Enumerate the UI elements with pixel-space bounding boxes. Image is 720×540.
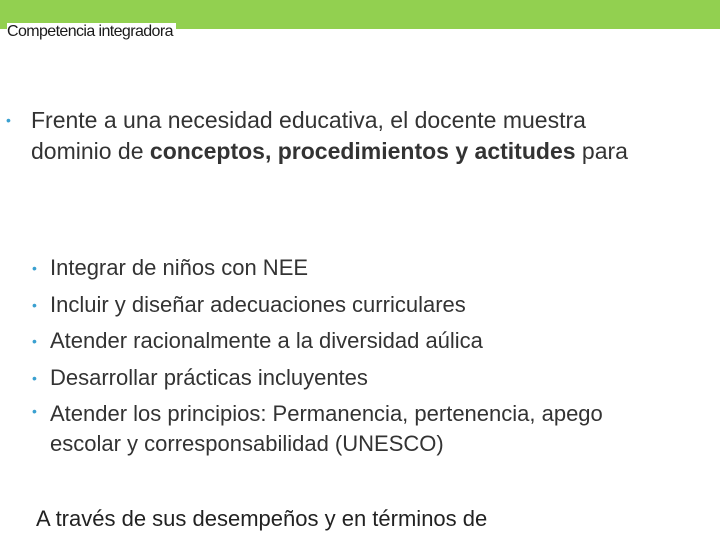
bullet-icon: •: [6, 112, 11, 128]
bullet-icon: •: [32, 369, 37, 386]
list-item: [32, 250, 680, 287]
intro-paragraph: [6, 105, 671, 167]
bullet-icon: •: [32, 333, 37, 349]
bullet-icon: •: [32, 296, 37, 313]
bullet-icon: •: [32, 260, 37, 276]
list-item: [32, 396, 650, 459]
slide-title: Competencia integradora: [7, 23, 176, 44]
list-item: [32, 323, 680, 360]
intro-text-bold: conceptos, procedimientos y actitudes: [149, 138, 576, 164]
list-item-text: Atender los principios: Permanencia, pertenencia, apego escolar y corresponsabilidad (UNESCO): [50, 401, 603, 456]
list-item-text: Integrar de niños con NEE: [50, 255, 309, 280]
intro-text-part2: para: [575, 138, 628, 164]
list-item-text: Atender racionalmente a la diversidad aúlica: [50, 328, 483, 353]
list-item: [32, 287, 680, 324]
competency-list: [32, 250, 680, 459]
list-item-text: Desarrollar prácticas incluyentes: [50, 364, 368, 390]
closing-text: A través de sus desempeños y en términos de: [36, 506, 488, 531]
list-item: [32, 360, 680, 397]
list-item-text: Incluir y diseñar adecuaciones curriculares: [50, 291, 466, 317]
intro-text-part1: Frente a una necesidad educativa, el docente muestra dominio de: [31, 107, 586, 164]
bullet-icon: •: [32, 403, 37, 419]
